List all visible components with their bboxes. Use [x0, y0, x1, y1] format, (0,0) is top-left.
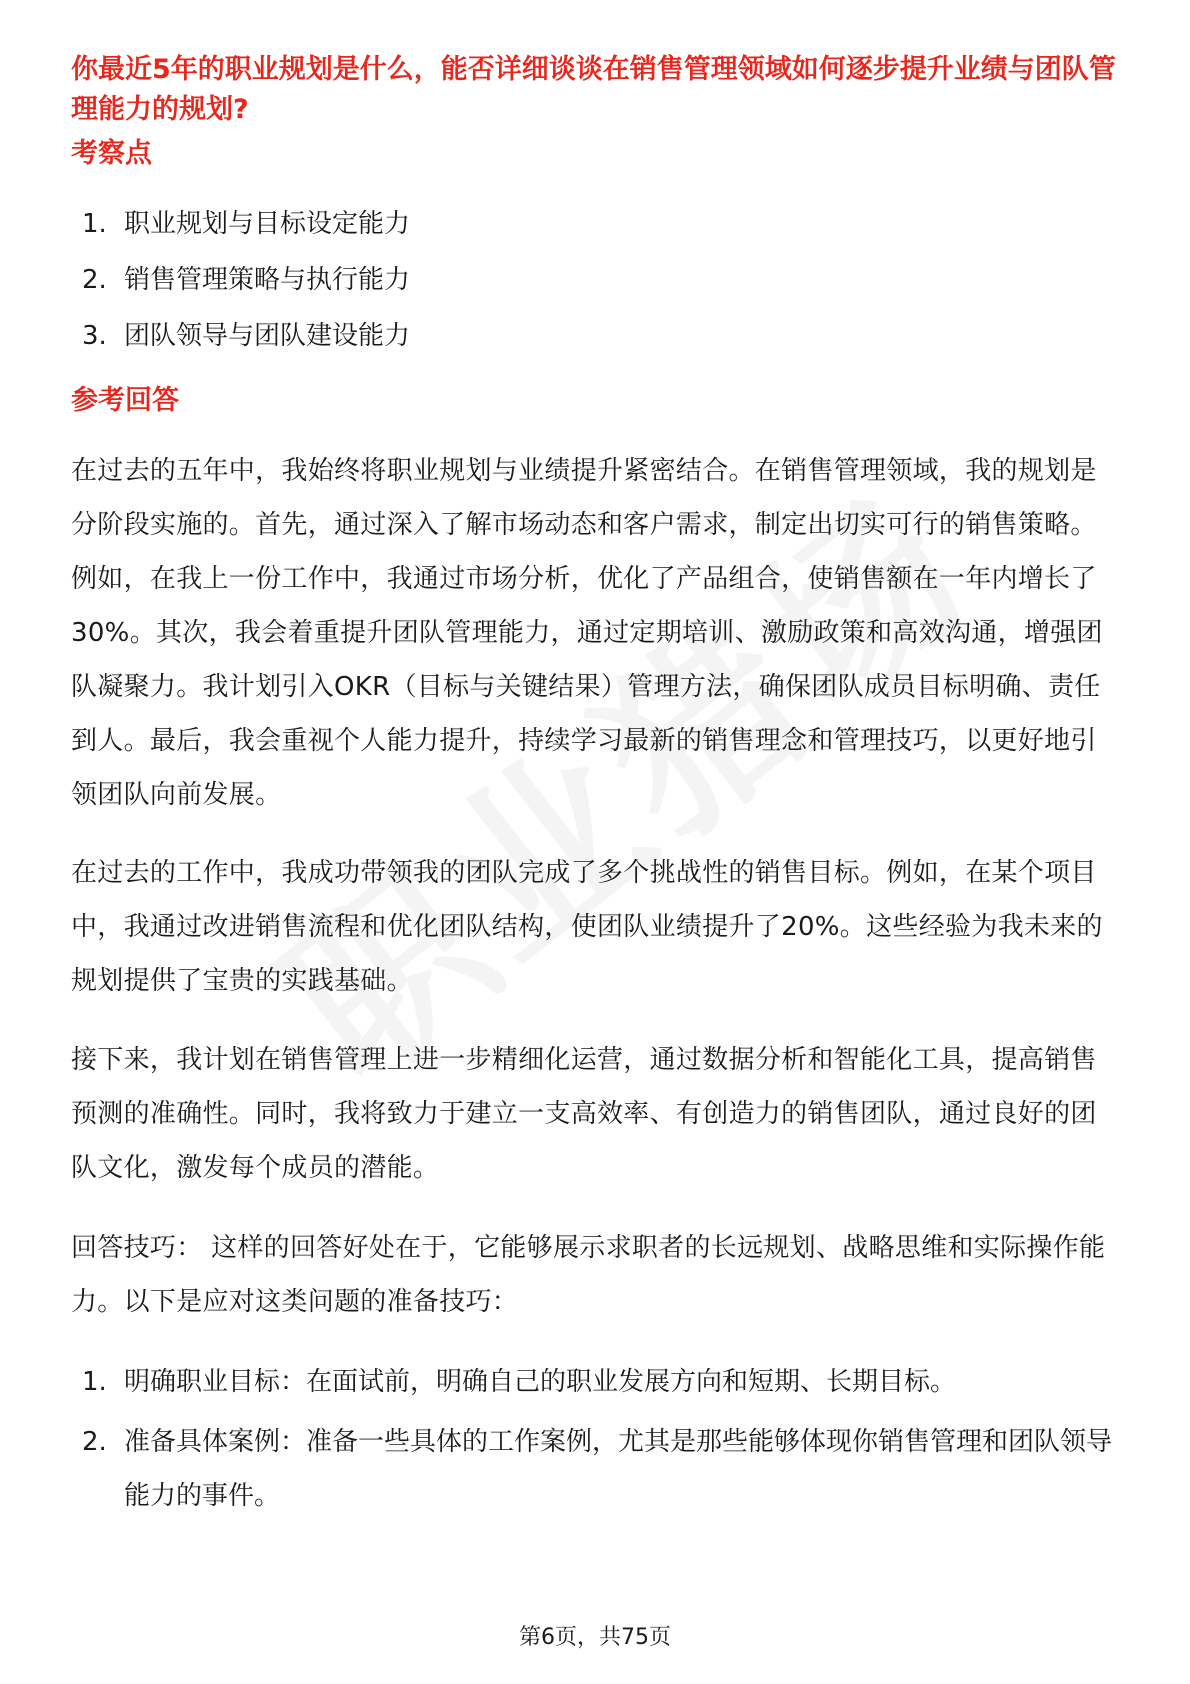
- question-title: 你最近5年的职业规划是什么，能否详细谈谈在销售管理领域如何逐步提升业绩与团队管理能力的规划?: [71, 54, 1116, 125]
- list-item-number: 1.: [82, 1367, 107, 1397]
- list-item-number: 2.: [82, 265, 107, 295]
- list-item: [82, 1355, 1122, 1409]
- tips-list: [82, 1355, 1122, 1529]
- list-item: [82, 308, 1122, 364]
- list-item-text: 职业规划与目标设定能力: [124, 209, 411, 239]
- list-item-number: 2.: [82, 1427, 107, 1457]
- list-item-text: 准备具体案例：准备一些具体的工作案例，尤其是那些能够体现你销售管理和团队领导能力的事件。: [124, 1427, 1113, 1511]
- list-item-text: 销售管理策略与执行能力: [124, 265, 411, 295]
- assessment-heading: 考察点: [71, 138, 152, 169]
- list-item: [82, 252, 1122, 308]
- answer-heading: 参考回答: [71, 385, 179, 416]
- list-item-number: 1.: [82, 209, 107, 239]
- assessment-list: [82, 196, 1122, 364]
- answer-paragraph-1: 在过去的五年中，我始终将职业规划与业绩提升紧密结合。在销售管理领域，我的规划是分阶段实施的。首先，通过深入了解市场动态和客户需求，制定出切实可行的销售策略。例如，在我上一份工作中，我通过市场分析，优化了产品组合，使销售额在一年内增长了30%。其次，我会着重提升团队管理能力，通过定期培训、激励政策和高效沟通，增强团队凝聚力。我计划引入OKR（目标与关键结果）管理方法，确保团队成员目标明确、责任到人。最后，我会重视个人能力提升，持续学习最新的销售理念和管理技巧，以更好地引领团队向前发展。: [71, 456, 1103, 810]
- list-item-text: 明确职业目标：在面试前，明确自己的职业发展方向和短期、长期目标。: [124, 1367, 957, 1397]
- list-item: [82, 196, 1122, 252]
- answer-paragraph-2: 在过去的工作中，我成功带领我的团队完成了多个挑战性的销售目标。例如，在某个项目中，我通过改进销售流程和优化团队结构，使团队业绩提升了20%。这些经验为我未来的规划提供了宝贵的实践基础。: [71, 858, 1103, 996]
- answer-tips-intro: 回答技巧： 这样的回答好处在于，它能够展示求职者的长远规划、战略思维和实际操作能力。以下是应对这类问题的准备技巧：: [71, 1233, 1106, 1317]
- list-item-number: 3.: [82, 321, 107, 351]
- answer-paragraph-3: 接下来，我计划在销售管理上进一步精细化运营，通过数据分析和智能化工具，提高销售预测的准确性。同时，我将致力于建立一支高效率、有创造力的销售团队，通过良好的团队文化，激发每个成员的潜能。: [71, 1045, 1097, 1183]
- page-number-footer: 第6页，共75页: [519, 1625, 671, 1650]
- list-item-text: 团队领导与团队建设能力: [124, 321, 411, 351]
- list-item: [82, 1415, 1122, 1523]
